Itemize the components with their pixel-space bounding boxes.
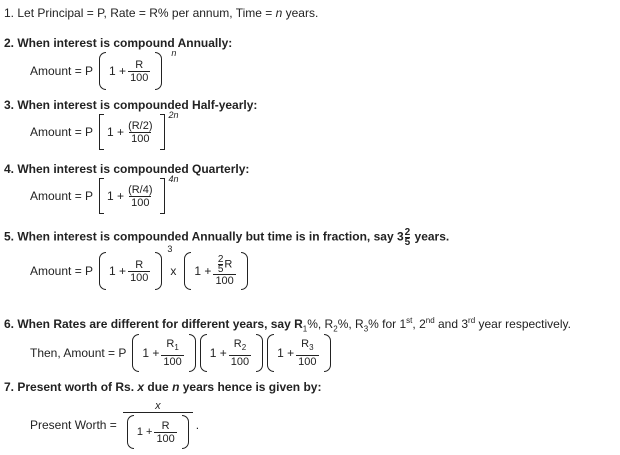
formula-annually [30, 48, 177, 90]
exponent: 3 [167, 244, 173, 254]
times-sign: x [170, 264, 177, 278]
present-worth-fraction [123, 400, 193, 449]
exponent: 2n [168, 110, 179, 120]
fraction: $\frac{2}{5}$ R 100 [215, 254, 234, 287]
fraction: $\frac{R}{100}$ [130, 258, 149, 284]
one-plus: 1 + [109, 64, 127, 78]
paren-group [99, 244, 173, 290]
statement-1-text: Let Principal = P, Rate = R% per annum, Time = [17, 6, 276, 20]
bracket-group [99, 174, 179, 214]
heading-compound-annually: 2. When interest is compound Annually: [4, 36, 233, 50]
one-plus: 1 + [194, 264, 212, 278]
formula-quarterly [30, 174, 179, 214]
one-plus: 1 + [107, 125, 125, 139]
fraction: $\frac{R}{100}$ [156, 419, 175, 445]
heading-text: 6. When Rates are different for different years, say R [4, 317, 303, 331]
formula-different-rates [30, 334, 333, 372]
fraction: $\frac{R_3}{100}$ [298, 338, 317, 368]
formula-present-worth: Present Worth = x 1 + $\frac{R}{100}$ . [30, 400, 199, 449]
fraction: $\frac{(R/2)}{100}$ [128, 119, 153, 145]
statement-1-tail: years. [282, 6, 319, 20]
numerator-x: x [155, 400, 161, 412]
var-n: n [275, 6, 283, 20]
formula-lhs: Amount = P [30, 125, 94, 139]
paren-group-2: 1 + $\frac{R_2}{100}$ [200, 334, 263, 372]
one-plus: 1 + [107, 189, 125, 203]
statement-1 [4, 6, 318, 20]
fraction: $\frac{(R/4)}{100}$ [128, 183, 153, 209]
fraction: $\frac{R_1}{100}$ [163, 338, 182, 368]
formula-half-yearly [30, 110, 179, 150]
exponent: n [171, 48, 177, 58]
paren-group [184, 252, 247, 290]
formula-lhs: Amount = P [30, 189, 94, 203]
mixed-fraction: $\frac{2}{5}$ [404, 227, 411, 248]
denominator [123, 412, 193, 449]
paren-group: 1 + $\frac{R}{100}$ [127, 415, 189, 449]
fraction: $\frac{R}{100}$ [130, 58, 149, 84]
heading-fraction-time [4, 228, 449, 247]
formula-lhs: Amount = P [30, 264, 94, 278]
formula-lhs: Present Worth = [30, 417, 117, 432]
bracket-group [99, 110, 179, 150]
formula-lhs: Amount = P [30, 64, 94, 78]
fraction: $\frac{R_2}{100}$ [230, 338, 250, 368]
heading-present-worth: 7. Present worth of Rs. x due n years hence is given by: [4, 380, 322, 394]
item-number: 1. [4, 6, 15, 20]
one-plus: 1 + [109, 264, 127, 278]
heading-text: 5. When interest is compounded Annually but time is in fraction, say 3 [4, 229, 404, 244]
heading-tail: years. [411, 229, 450, 244]
heading-different-rates: 6. When Rates are different for different years, say $R_1\%$, $R_2\%$, $R_3\%$ for 1st, 2nd and 3rd year respectively. [4, 316, 571, 334]
paren-group [99, 48, 177, 90]
heading-quarterly: 4. When interest is compounded Quarterly: [4, 162, 250, 176]
paren-group-1: 1 + $\frac{R_1}{100}$ [132, 334, 195, 372]
formula-fraction-time [30, 244, 250, 290]
paren-group-3: 1 + $\frac{R_3}{100}$ [267, 334, 330, 372]
exponent: 4n [168, 174, 179, 184]
heading-half-yearly: 3. When interest is compounded Half-yearly: [4, 98, 258, 112]
formula-lhs: Then, Amount = P [30, 346, 127, 360]
